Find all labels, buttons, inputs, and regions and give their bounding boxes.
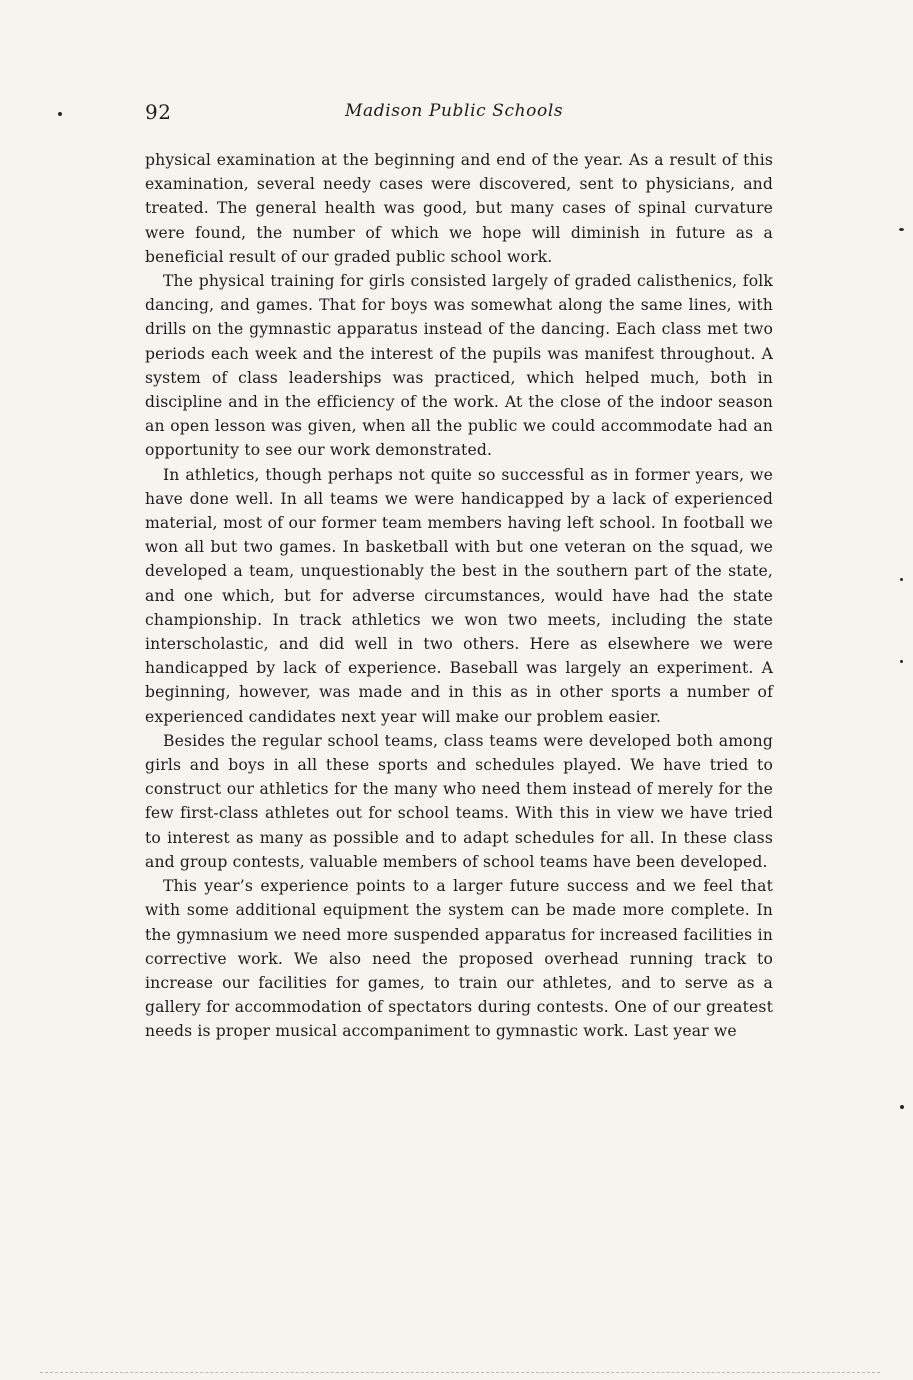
scan-speck bbox=[900, 578, 903, 581]
page-number: 92 bbox=[145, 100, 172, 124]
paragraph: physical examination at the beginning and end of the year. As a result of this examination, several needy cases were discovered, sent to physicians, and treated. The general health was good, but many cases of spinal curvature were found, the number of which we hope will diminish in future as a beneficial result of our graded public school work. bbox=[145, 151, 773, 266]
paragraph: Besides the regular school teams, class teams were developed both among girls and boys in all these sports and schedules played. We have tried to construct our athletics for the many who need them instead of merely for the few first-class athletes out for school teams. With this in view we have tried to interest as many as possible and to adapt schedules for all. In these class and group contests, valuable members of school teams have been developed. bbox=[145, 731, 773, 871]
paragraph: In athletics, though perhaps not quite so successful as in former years, we have done well. In all teams we were handicapped by a lack of experienced material, most of our former team members having left school. In football we won all but two games. In basketball with but one veteran on the squad, we developed a team, unquestionably the best in the southern part of the state, and one which, but for adverse circumstances, would have had the state championship. In track athletics we won two meets, including the state interscholastic, and did well in two others. Here as elsewhere we were handicapped by lack of experience. Baseball was largely an experiment. A beginning, however, was made and in this as in other sports a number of experienced candidates next year will make our problem easier. bbox=[145, 465, 773, 726]
scan-speck bbox=[900, 1105, 904, 1109]
paragraph: The physical training for girls consisted largely of graded calisthenics, folk dancing, and games. That for boys was somewhat along the same lines, with drills on the gymnastic apparatus instead of the dancing. Each class met two periods each week and the interest of the pupils was manifest throughout. A system of class leaderships was practiced, which helped much, both in discipline and in the efficiency of the work. At the close of the indoor season an open lesson was given, when all the public we could accommodate had an opportunity to see our work demonstrated. bbox=[145, 272, 773, 460]
body-text bbox=[145, 148, 773, 1044]
scan-speck bbox=[900, 660, 903, 663]
scan-speck bbox=[58, 112, 62, 116]
running-title: Madison Public Schools bbox=[345, 101, 564, 121]
paragraph: This year’s experience points to a larger future success and we feel that with some additional equipment the system can be made more complete. In the gymnasium we need more suspended apparatus for increased facilities in corrective work. We also need the proposed overhead running track to increase our facilities for games, to train our athletes, and to serve as a gallery for accommodation of spectators during contests. One of our greatest needs is proper musical accompaniment to gymnastic work. Last year we bbox=[145, 877, 773, 1041]
scan-speck bbox=[899, 228, 904, 231]
page-header bbox=[145, 100, 773, 126]
scan-edge bbox=[40, 1372, 880, 1374]
